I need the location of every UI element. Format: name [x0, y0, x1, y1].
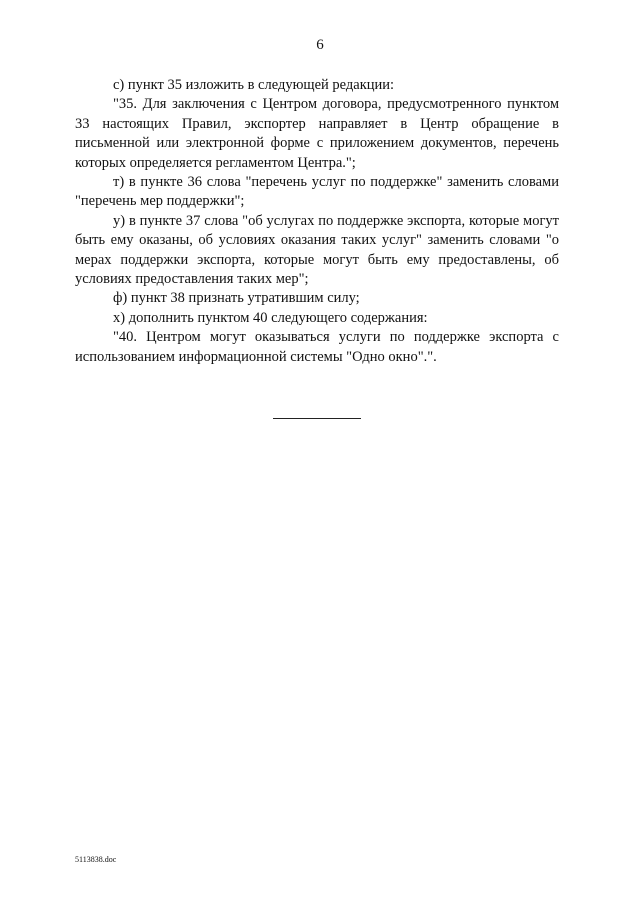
- paragraph-item-f: ф) пункт 38 признать утратившим силу;: [113, 290, 360, 307]
- end-separator-line: [273, 418, 361, 419]
- paragraph-item-u: у) в пункте 37 слова "об услугах по поддержке экспорта, которые могут быть ему оказаны, об условиях оказания таких услуг" заменить словами "о мерах поддержки экспорта, которые могут быть ему предоставлены, об условиях предоставления таких мер";: [75, 212, 559, 288]
- paragraph-item-t: т) в пункте 36 слова "перечень услуг по поддержке" заменить словами "перечень мер поддержки";: [75, 174, 559, 210]
- paragraph-item-35-text: "35. Для заключения с Центром договора, предусмотренного пунктом 33 настоящих Правил, экспортер направляет в Центр обращение в письменной или электронной форме с приложением документов, перечень которых определяется регламентом Центра.";: [75, 96, 559, 171]
- document-body: [75, 76, 559, 367]
- paragraph-item-h: х) дополнить пунктом 40 следующего содержания:: [113, 309, 428, 326]
- page-number: 6: [316, 37, 324, 53]
- paragraph-item-s: с) пункт 35 изложить в следующей редакции:: [113, 77, 395, 93]
- paragraph-item-40-text: "40. Центром могут оказываться услуги по поддержке экспорта с использованием информационной системы "Одно окно".".: [75, 329, 559, 365]
- document-file-code: 5113838.doc: [75, 855, 117, 864]
